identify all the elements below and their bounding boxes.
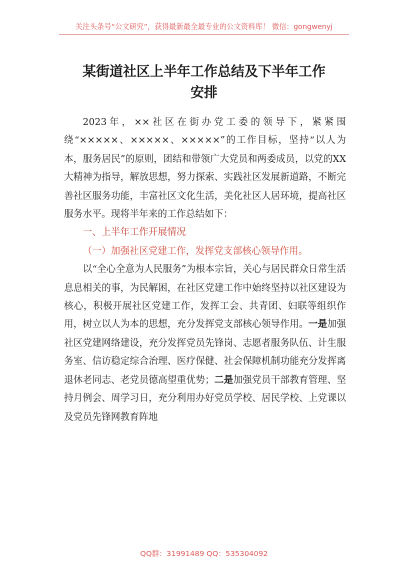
emphasis-label: 二是: [214, 374, 234, 386]
footer-contact: QQ群：31991489 QQ：535304092: [140, 549, 268, 558]
paragraph-text: 加强社区党建网络建设，充分发挥党员先锋岗、志愿者服务队伍、计生服务室、信访稳定综合治理、医疗保健、社会保障机制功能充分发挥离退休老同志、老党员德高望重优势；: [64, 319, 346, 386]
title-line-2: 安排: [190, 85, 218, 101]
emphasis-label: 一是: [308, 319, 328, 331]
body-paragraph: [64, 261, 346, 427]
section-heading: 一、上半年工作开展情况: [82, 227, 186, 239]
intro-paragraph: 2023年，××社区在街办党工委的领导下，紧紧围绕“×××××、×××××、×××××”的工作目标，坚持“以人为本，服务居民”的原则，团结和带领广大党员和两委成员，以党的XX大精神为指导，解放思想，努力探索、实践社区发展新道路，不断完善社区服务功能，丰富社区文化生活，美化社区人居环境，提高社区服务水平。现将半年来的工作总结如下：: [64, 117, 346, 221]
title-line-1: 某街道社区上半年工作总结及下半年工作: [82, 64, 326, 80]
paragraph-text: 加强党员干部教育管理、坚持月例会、周学习日，充分利用办好党员学校、居民学校、上党课以及党员先锋网教育阵地: [64, 374, 346, 423]
paragraph-text: 以“全心全意为人民服务”为根本宗旨，关心与居民群众日常生活息息相关的事，为民解困，在社区党建工作中始终坚持以社区建设为核心，积极开展社区党建工作，发挥工会、共青团、妇联等组织作用，树立以人为本的思想，充分发挥党支部核心领导作用。: [64, 264, 346, 331]
header-banner: 关注头条号“公文研究”，获得最新最全最专业的公文资料库！ 微信：gongwenyj: [75, 22, 333, 31]
document-title: [40, 62, 368, 104]
subsection-heading: （一）加强社区党建工作，发挥党支部核心领导作用。: [82, 245, 308, 257]
document-body: [64, 114, 346, 427]
header-divider: [59, 34, 349, 35]
